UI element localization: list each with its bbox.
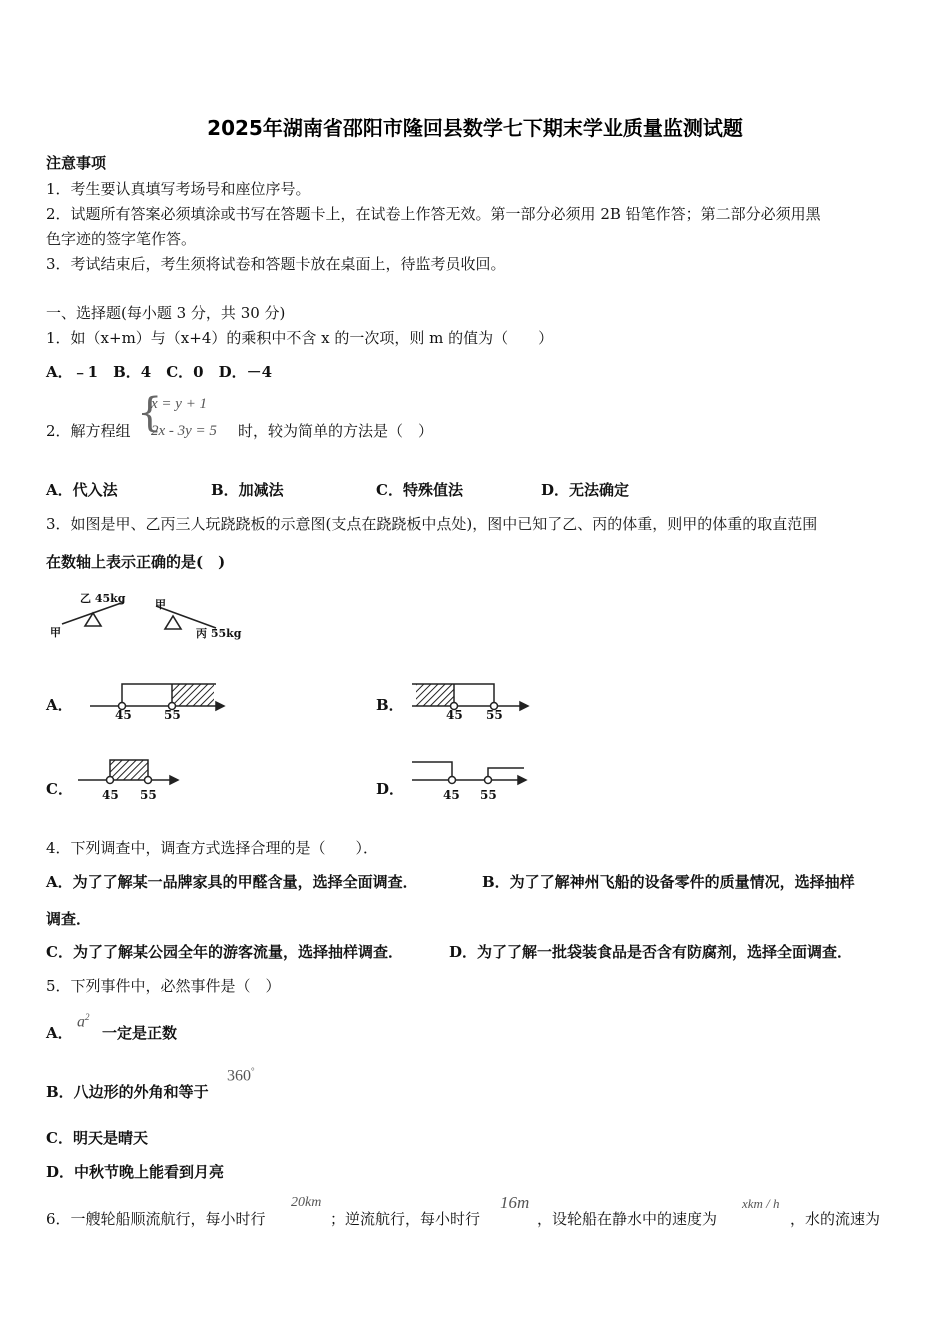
b-tick-45: 45 bbox=[446, 708, 463, 722]
q5-option-b-text: B．八边形的外角和等于 bbox=[46, 1083, 209, 1101]
d-tick-45: 45 bbox=[443, 788, 460, 802]
section-heading: 一、选择题(每小题 3 分，共 30 分) bbox=[46, 304, 286, 322]
q6-part-3: ，设轮船在静水中的速度为 bbox=[537, 1210, 718, 1228]
c-tick-45: 45 bbox=[102, 788, 119, 802]
equation-brace-icon: { bbox=[137, 390, 163, 436]
q3-stem-line-1: 3．如图是甲、乙丙三人玩跷跷板的示意图(支点在跷跷板中点处)，图中已知了乙、丙的体重，则甲的体重的取直范围 bbox=[46, 515, 818, 533]
fig2-right-label: 丙 55kg bbox=[196, 627, 242, 640]
q6-part-2: ；逆流航行，每小时行 bbox=[330, 1210, 481, 1228]
fig2-top-label: 甲 bbox=[155, 598, 166, 611]
q5-option-a-math: $a^2$ bbox=[77, 1012, 90, 1031]
q5-option-c: C．明天是晴天 bbox=[46, 1129, 148, 1147]
q2-prefix: 2．解方程组 bbox=[46, 422, 131, 440]
notice-item-2-line-2: 色字迹的签字笔作答。 bbox=[46, 230, 197, 248]
notice-item-2-line-1: 2．试题所有答案必须填涂或书写在答题卡上，在试卷上作答无效。第一部分必须用 2B 铅笔作答；第二部分必须用黑 bbox=[46, 205, 821, 223]
notice-item-3: 3．考试结束后，考生须将试卷和答题卡放在桌面上，待监考员收回。 bbox=[46, 255, 506, 273]
number-line-d bbox=[410, 756, 535, 796]
q5-option-a-text: 一定是正数 bbox=[102, 1024, 178, 1042]
q4-option-b-line-2: 调查． bbox=[46, 910, 92, 928]
q4-option-d: D．为了了解一批袋装食品是否含有防腐剂，选择全面调查． bbox=[449, 943, 853, 961]
notice-heading: 注意事项 bbox=[46, 154, 107, 172]
q6-math-3: xkm / h bbox=[742, 1196, 780, 1211]
q6-math-1: 20km bbox=[291, 1195, 322, 1210]
seesaw-2-fulcrum bbox=[165, 616, 181, 629]
q4-option-a: A．为了了解某一品牌家具的甲醛含量，选择全面调查． bbox=[46, 873, 418, 891]
q2-equation-2: 2x - 3y = 5 bbox=[151, 423, 217, 439]
q6-part-1: 6．一艘轮船顺流航行，每小时行 bbox=[46, 1210, 266, 1228]
number-line-b bbox=[410, 676, 540, 726]
q6-part-4: ，水的流速为 bbox=[790, 1210, 881, 1228]
q3-option-a-label: A． bbox=[46, 696, 73, 714]
q2-option-a: A．代入法 bbox=[46, 481, 118, 499]
q2-option-c: C．特殊值法 bbox=[376, 481, 463, 499]
q5-stem: 5．下列事件中，必然事件是（ ） bbox=[46, 977, 281, 995]
q3-stem-line-2: 在数轴上表示正确的是( ) bbox=[46, 553, 226, 571]
q3-option-b-label: B． bbox=[376, 696, 404, 714]
c-tick-55: 55 bbox=[140, 788, 157, 802]
a-tick-55: 55 bbox=[164, 708, 181, 722]
number-line-c bbox=[76, 756, 186, 796]
d-tick-55: 55 bbox=[480, 788, 497, 802]
fig1-left-label: 甲 bbox=[50, 626, 61, 639]
q4-option-c: C．为了了解某公园全年的游客流量，选择抽样调查． bbox=[46, 943, 403, 961]
q2-option-b: B．加减法 bbox=[211, 481, 284, 499]
q1-options: A．﹣1 B．4 C．0 D．－4 bbox=[46, 363, 273, 381]
fig1-top-label: 乙 45kg bbox=[80, 592, 126, 605]
notice-item-1: 1．考生要认真填写考场号和座位序号。 bbox=[46, 180, 311, 198]
number-line-a bbox=[88, 676, 228, 726]
q5-option-d: D．中秋节晚上能看到月亮 bbox=[46, 1163, 225, 1181]
q5-option-a-label: A． bbox=[46, 1024, 73, 1042]
q3-option-c-label: C． bbox=[46, 780, 73, 798]
q4-option-b-line-1: B．为了了解神州飞船的设备零件的质量情况，选择抽样 bbox=[482, 873, 855, 891]
b-tick-55: 55 bbox=[486, 708, 503, 722]
q6-math-2: 16m bbox=[500, 1193, 530, 1212]
q1-stem: 1．如（x+m）与（x+4）的乘积中不含 x 的一次项，则 m 的值为（ ） bbox=[46, 329, 554, 347]
q2-suffix: 时，较为简单的方法是（ ） bbox=[238, 422, 434, 440]
q4-stem: 4．下列调查中，调查方式选择合理的是（ ）． bbox=[46, 839, 379, 857]
q5-option-b-math: 360° bbox=[227, 1066, 255, 1085]
a-tick-45: 45 bbox=[115, 708, 132, 722]
page-title: 2025年湖南省邵阳市隆回县数学七下期末学业质量监测试题 bbox=[207, 116, 743, 140]
q3-option-d-label: D． bbox=[376, 780, 405, 798]
q2-option-d: D．无法确定 bbox=[541, 481, 630, 499]
q2-equation-1: x = y + 1 bbox=[151, 396, 208, 412]
